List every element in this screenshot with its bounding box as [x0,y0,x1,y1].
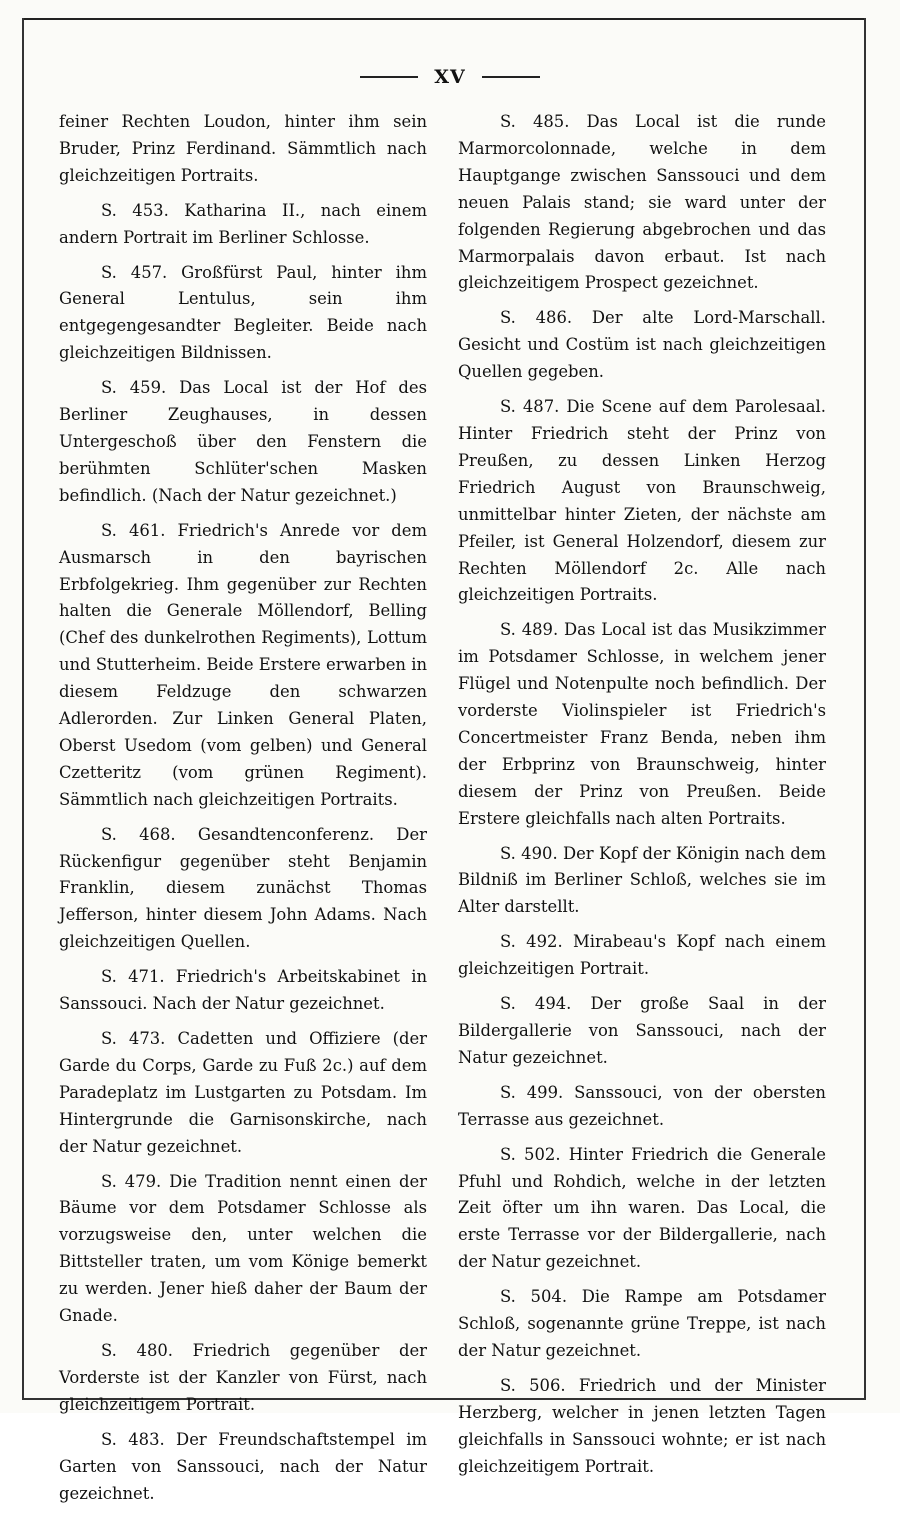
paragraph: S. 461. Friedrich's Anrede vor dem Ausmarsch in den bayrischen Erbfolgekrieg. Ihm gegenüber zur Rechten halten die Generale Möllendorf, Belling (Chef des dunkelrothen Regiments), Lottum und Stutterheim. Beide Erstere erwarben in diesem Feldzuge den schwarzen Adlerorden. Zur Linken General Platen, Oberst Usedom (vom gelben) und General Czetteritz (vom grünen Regiment). Sämmtlich nach gleichzeitigen Portraits. [59,520,427,809]
paragraph: S. 459. Das Local ist der Hof des Berliner Zeughauses, in dessen Untergeschoß über den Fenstern die berühmten Schlüter'schen Masken befindlich. (Nach der Natur gezeichnet.) [59,378,427,505]
paragraph: S. 485. Das Local ist die runde Marmorcolonnade, welche in dem Hauptgange zwischen Sanssouci und dem neuen Palais stand; sie ward unter der folgenden Regierung abgebrochen und das Marmorpalais davon erbaut. Ist nach gleichzeitigem Prospect gezeichnet. [458,112,826,293]
paragraph: S. 483. Der Freundschaftstempel im Garten von Sanssouci, nach der Natur gezeichnet. [59,1429,427,1503]
paragraph: S. 479. Die Tradition nennt einen der Bäume vor dem Potsdamer Schlosse als vorzugsweise den, unter welchen die Bittsteller traten, um vom Könige bemerkt zu werden. Jener hieß daher der Baum der Gnade. [59,1171,427,1326]
paragraph: S. 492. Mirabeau's Kopf nach einem gleichzeitigen Portrait. [458,932,826,979]
paragraph: S. 468. Gesandtenconferenz. Der Rückenfigur gegenüber steht Benjamin Franklin, diesem zunächst Thomas Jefferson, hinter diesem John Adams. Nach gleichzeitigen Quellen. [59,824,427,952]
paragraph: S. 480. Friedrich gegenüber der Vorderste ist der Kanzler von Fürst, nach gleichzeitigem Portrait. [59,1340,427,1414]
paragraph: S. 489. Das Local ist das Musikzimmer im Potsdamer Schlosse, in welchem jener Flügel und Notenpulte noch befindlich. Der vorderste Violinspieler ist Friedrich's Concertmeister Franz Benda, neben ihm der Erbprinz von Braunschweig, hinter diesem der Prinz von Preußen. Beide Erstere gleichfalls nach alten Portraits. [458,620,826,828]
right-column [458,109,826,1489]
page-border-top [22,18,864,20]
paragraph: S. 504. Die Rampe am Potsdamer Schloß, sogenannte grüne Treppe, ist nach der Natur gezeichnet. [458,1287,826,1360]
paragraph: S. 457. Großfürst Paul, hinter ihm General Lentulus, sein ihm entgegengesandter Begleiter. Beide nach gleichzeitigen Bildnissen. [59,262,427,363]
paragraph: feiner Rechten Loudon, hinter ihm sein Bruder, Prinz Ferdinand. Sämmtlich nach gleichzeitigen Portraits. [59,112,427,185]
paragraph: S. 487. Die Scene auf dem Parolesaal. Hinter Friedrich steht der Prinz von Preußen, zu dessen Linken Herzog Friedrich August von Braunschweig, unmittelbar hinter Zieten, der nächste am Pfeiler, ist General Holzendorf, diesem zur Rechten Möllendorf 2c. Alle nach gleichzeitigen Portraits. [458,397,826,605]
paragraph: S. 499. Sanssouci, von der obersten Terrasse aus gezeichnet. [458,1082,826,1129]
header-dash-right [482,76,540,78]
header-dash-left [360,76,418,78]
page-number: XV [434,66,466,88]
paragraph: S. 502. Hinter Friedrich die Generale Pfuhl und Rohdich, welche in der letzten Zeit öfter um ihn waren. Das Local, die erste Terrasse vor der Bildergallerie, nach der Natur gezeichnet. [458,1144,826,1272]
paragraph: S. 473. Cadetten und Offiziere (der Garde du Corps, Garde zu Fuß 2c.) auf dem Paradeplatz im Lustgarten zu Potsdam. Im Hintergrunde die Garnisonskirche, nach der Natur gezeichnet. [59,1029,427,1156]
left-column [59,109,427,1515]
paragraph: S. 490. Der Kopf der Königin nach dem Bildniß im Berliner Schloß, welches sie im Alter darstellt. [458,843,826,917]
paragraph: S. 486. Der alte Lord-Marschall. Gesicht und Costüm ist nach gleichzeitigen Quellen gegeben. [458,308,826,382]
page-header [0,62,900,92]
page-border-right [864,18,866,1400]
paragraph: S. 453. Katharina II., nach einem andern Portrait im Berliner Schlosse. [59,200,427,247]
paragraph: S. 494. Der große Saal in der Bildergallerie von Sanssouci, nach der Natur gezeichnet. [458,994,826,1067]
paragraph: S. 506. Friedrich und der Minister Herzberg, welcher in jenen letzten Tagen gleichfalls in Sanssouci wohnte; er ist nach gleichzeitigem Portrait. [458,1375,826,1476]
page-border-left [22,18,24,1400]
paragraph: S. 471. Friedrich's Arbeitskabinet in Sanssouci. Nach der Natur gezeichnet. [59,967,427,1014]
